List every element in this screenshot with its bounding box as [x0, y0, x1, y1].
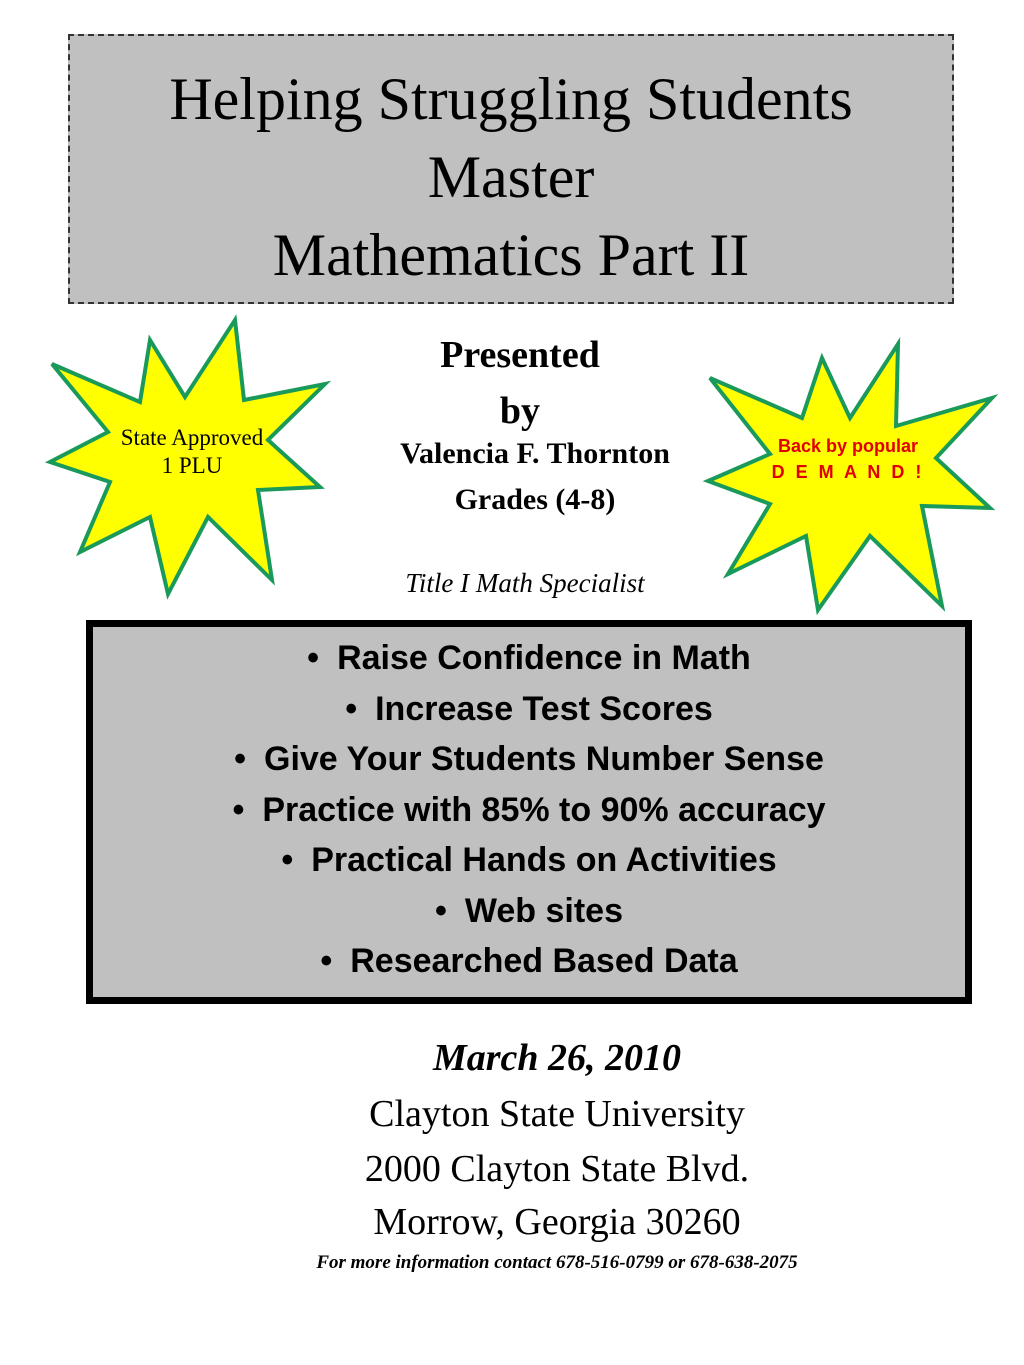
title-box [68, 34, 954, 304]
bullet-icon: • [434, 891, 447, 930]
benefit-item [93, 633, 965, 684]
title-line-3: Mathematics Part II [272, 222, 750, 288]
benefit-item [93, 785, 965, 836]
benefit-item [93, 936, 965, 987]
benefit-item [93, 684, 965, 735]
title-line-2: Master [427, 144, 595, 210]
back-by-popular-line: Back by popular [777, 436, 919, 456]
benefits-list [93, 627, 965, 987]
benefits-box [86, 620, 972, 1004]
by-label: by [499, 390, 541, 432]
bullet-icon: • [281, 841, 294, 879]
role-text: Title I Math Specialist [405, 568, 645, 598]
benefit-text: Researched Based Data [350, 942, 738, 980]
plu-line: 1 PLU [161, 453, 223, 478]
bullet-icon: • [307, 639, 320, 677]
presented-label: Presented [440, 334, 600, 376]
event-city: Morrow, Georgia 30260 [373, 1201, 741, 1243]
benefit-item [93, 835, 965, 886]
benefit-text: Increase Test Scores [375, 689, 713, 728]
benefit-text: Give Your Students Number Sense [264, 740, 824, 778]
bullet-icon: • [232, 790, 245, 829]
state-approved-text [82, 424, 302, 480]
state-approved-line: State Approved [120, 425, 264, 450]
event-venue: Clayton State University [369, 1093, 745, 1135]
event-date: March 26, 2010 [432, 1037, 682, 1079]
back-by-popular-text [748, 433, 948, 485]
benefit-text: Raise Confidence in Math [337, 639, 751, 677]
benefit-text: Practice with 85% to 90% accuracy [262, 790, 826, 829]
title-line-1: Helping Struggling Students [169, 66, 853, 132]
contact-info: For more information contact 678-516-0799 or 678-638-2075 [316, 1252, 798, 1273]
event-street: 2000 Clayton State Blvd. [364, 1148, 750, 1190]
benefit-text: Practical Hands on Activities [311, 841, 777, 879]
grades-text: Grades (4-8) [454, 483, 616, 516]
bullet-icon: • [320, 942, 333, 980]
benefit-item [93, 886, 965, 937]
benefit-text: Web sites [464, 891, 623, 930]
bullet-icon: • [234, 740, 246, 778]
presenter-name: Valencia F. Thornton [400, 437, 670, 470]
bullet-icon: • [345, 689, 358, 728]
demand-line: D E M A N D ! [771, 462, 925, 482]
benefit-item [93, 734, 965, 785]
